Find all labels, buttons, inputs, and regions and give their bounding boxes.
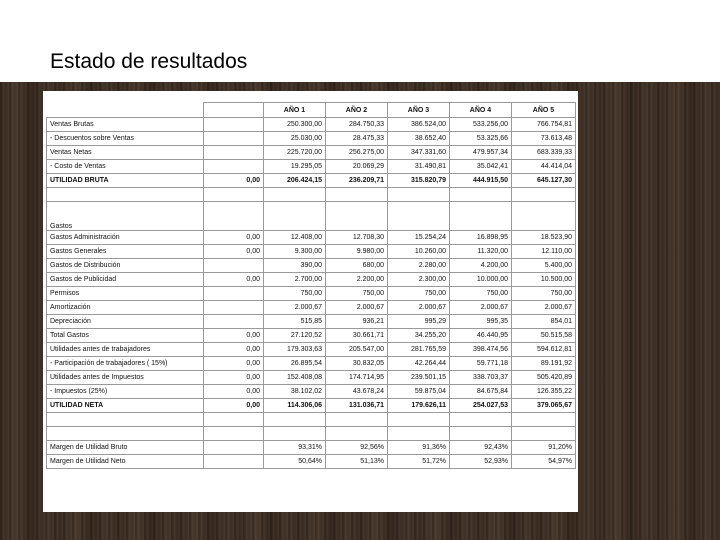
value-cell: 44.414,04 — [512, 160, 576, 174]
value-cell: 50.515,58 — [512, 329, 576, 343]
table-row — [47, 202, 576, 231]
value-cell: 51,13% — [326, 455, 388, 469]
value-cell: 515,85 — [264, 315, 326, 329]
value-cell: 26.895,54 — [264, 357, 326, 371]
value-cell: 0,00 — [204, 273, 264, 287]
value-cell — [204, 441, 264, 455]
value-cell: 315.820,79 — [388, 174, 450, 188]
row-label-cell: Ventas Brutas — [47, 118, 204, 132]
value-cell: 281.765,59 — [388, 343, 450, 357]
empty-cell — [512, 427, 576, 441]
row-label-cell: Margen de Utilidad Neto — [47, 455, 204, 469]
value-cell: 46.440,95 — [450, 329, 512, 343]
value-cell: 89.191,92 — [512, 357, 576, 371]
value-cell — [204, 146, 264, 160]
value-cell: 995,35 — [450, 315, 512, 329]
value-cell: 12.708,30 — [326, 231, 388, 245]
slide-title: Estado de resultados — [50, 50, 248, 73]
value-cell: 645.127,30 — [512, 174, 576, 188]
value-cell: 284.750,33 — [326, 118, 388, 132]
value-cell: 12.408,00 — [264, 231, 326, 245]
value-cell: 256.275,00 — [326, 146, 388, 160]
empty-cell — [388, 413, 450, 427]
value-cell: 2.700,00 — [264, 273, 326, 287]
table-row — [47, 287, 576, 301]
value-cell: 0,00 — [204, 245, 264, 259]
value-cell: 174.714,95 — [326, 371, 388, 385]
empty-cell — [388, 188, 450, 202]
value-cell: 750,00 — [264, 287, 326, 301]
value-cell: 92,43% — [450, 441, 512, 455]
value-cell: 42.264,44 — [388, 357, 450, 371]
value-cell: 10.500,00 — [512, 273, 576, 287]
empty-cell — [47, 188, 204, 202]
header-cell: AÑO 1 — [264, 103, 326, 118]
value-cell: 31.490,81 — [388, 160, 450, 174]
title-band — [0, 0, 720, 82]
value-cell: 15.254,24 — [388, 231, 450, 245]
value-cell: 91,20% — [512, 441, 576, 455]
table-row — [47, 132, 576, 146]
value-cell — [512, 202, 576, 231]
value-cell: 19.295,05 — [264, 160, 326, 174]
value-cell: 0,00 — [204, 399, 264, 413]
value-cell — [450, 202, 512, 231]
value-cell: 2.200,00 — [326, 273, 388, 287]
value-cell: 12.110,00 — [512, 245, 576, 259]
value-cell: 0,00 — [204, 231, 264, 245]
table-row — [47, 399, 576, 413]
value-cell: 5.400,00 — [512, 259, 576, 273]
table-row — [47, 441, 576, 455]
value-cell: 206.424,15 — [264, 174, 326, 188]
empty-cell — [204, 188, 264, 202]
empty-cell — [512, 188, 576, 202]
value-cell: 533.256,00 — [450, 118, 512, 132]
value-cell: 25.030,00 — [264, 132, 326, 146]
row-label-cell: UTILIDAD BRUTA — [47, 174, 204, 188]
value-cell: 2.000,67 — [450, 301, 512, 315]
table-row — [47, 259, 576, 273]
value-cell: 2.000,67 — [388, 301, 450, 315]
empty-cell — [388, 427, 450, 441]
value-cell — [326, 202, 388, 231]
value-cell: 750,00 — [450, 287, 512, 301]
value-cell: 2.280,00 — [388, 259, 450, 273]
header-cell — [204, 103, 264, 118]
table-row — [47, 174, 576, 188]
value-cell: 179.626,11 — [388, 399, 450, 413]
empty-cell — [450, 188, 512, 202]
empty-cell — [326, 413, 388, 427]
value-cell: 379.065,67 — [512, 399, 576, 413]
empty-cell — [264, 427, 326, 441]
value-cell: 995,29 — [388, 315, 450, 329]
row-label-cell: Depreciación — [47, 315, 204, 329]
value-cell: 338.703,37 — [450, 371, 512, 385]
value-cell: 50,64% — [264, 455, 326, 469]
header-cell: AÑO 5 — [512, 103, 576, 118]
value-cell: 16.898,95 — [450, 231, 512, 245]
header-cell — [47, 103, 204, 118]
value-cell — [388, 202, 450, 231]
value-cell: 390,00 — [264, 259, 326, 273]
row-label-cell: Gastos de Distribución — [47, 259, 204, 273]
value-cell: 2.000,67 — [512, 301, 576, 315]
value-cell: 28.475,33 — [326, 132, 388, 146]
row-label-cell: Margen de Utilidad Bruto — [47, 441, 204, 455]
row-label-cell: UTILIDAD NETA — [47, 399, 204, 413]
value-cell — [204, 118, 264, 132]
empty-cell — [264, 413, 326, 427]
value-cell: 479.957,34 — [450, 146, 512, 160]
header-cell: AÑO 3 — [388, 103, 450, 118]
table-row — [47, 385, 576, 399]
table-row — [47, 371, 576, 385]
empty-cell — [264, 188, 326, 202]
value-cell — [204, 301, 264, 315]
blank-row — [47, 188, 576, 202]
value-cell: 398.474,56 — [450, 343, 512, 357]
value-cell: 59.771,18 — [450, 357, 512, 371]
value-cell: 750,00 — [388, 287, 450, 301]
value-cell — [204, 315, 264, 329]
table-header-row — [47, 103, 576, 118]
table-row — [47, 118, 576, 132]
value-cell: 505.420,89 — [512, 371, 576, 385]
header-cell: AÑO 4 — [450, 103, 512, 118]
value-cell: 680,00 — [326, 259, 388, 273]
table-row — [47, 455, 576, 469]
value-cell — [204, 202, 264, 231]
income-statement-table — [46, 102, 576, 469]
row-label-cell: - Impuestos (25%) — [47, 385, 204, 399]
value-cell: 239.501,15 — [388, 371, 450, 385]
value-cell: 20.069,29 — [326, 160, 388, 174]
value-cell: 54,97% — [512, 455, 576, 469]
row-label-cell: - Descuentos sobre Ventas — [47, 132, 204, 146]
value-cell: 750,00 — [326, 287, 388, 301]
table-row — [47, 273, 576, 287]
value-cell: 347.331,60 — [388, 146, 450, 160]
value-cell: 53.325,66 — [450, 132, 512, 146]
row-label-cell: - Costo de Ventas — [47, 160, 204, 174]
value-cell: 51,72% — [388, 455, 450, 469]
value-cell: 27.120,52 — [264, 329, 326, 343]
value-cell: 152.408,08 — [264, 371, 326, 385]
value-cell: 38.652,40 — [388, 132, 450, 146]
value-cell: 126.355,22 — [512, 385, 576, 399]
row-label-cell: Utilidades antes de trabajadores — [47, 343, 204, 357]
value-cell: 34.255,20 — [388, 329, 450, 343]
value-cell: 0,00 — [204, 329, 264, 343]
row-label-cell: Utilidades antes de Impuestos — [47, 371, 204, 385]
table-row — [47, 343, 576, 357]
row-label-cell: Ventas Netas — [47, 146, 204, 160]
value-cell: 93,31% — [264, 441, 326, 455]
value-cell: 4.200,00 — [450, 259, 512, 273]
value-cell: 59.875,04 — [388, 385, 450, 399]
empty-cell — [204, 413, 264, 427]
value-cell: 35.042,41 — [450, 160, 512, 174]
value-cell — [204, 287, 264, 301]
value-cell: 52,93% — [450, 455, 512, 469]
value-cell: 2.000,67 — [264, 301, 326, 315]
table-row — [47, 301, 576, 315]
row-label-cell: - Participación de trabajadores ( 15%) — [47, 357, 204, 371]
blank-row — [47, 413, 576, 427]
table-row — [47, 160, 576, 174]
table-row — [47, 329, 576, 343]
value-cell: 30.661,71 — [326, 329, 388, 343]
value-cell: 9.980,00 — [326, 245, 388, 259]
value-cell: 0,00 — [204, 343, 264, 357]
value-cell — [264, 202, 326, 231]
value-cell: 386.524,00 — [388, 118, 450, 132]
empty-cell — [47, 413, 204, 427]
value-cell: 11.320,00 — [450, 245, 512, 259]
value-cell: 9.300,00 — [264, 245, 326, 259]
row-label-cell: Permisos — [47, 287, 204, 301]
row-label-cell: Gastos Administración — [47, 231, 204, 245]
value-cell: 30.832,05 — [326, 357, 388, 371]
blank-row — [47, 427, 576, 441]
value-cell: 38.102,02 — [264, 385, 326, 399]
empty-cell — [47, 427, 204, 441]
value-cell: 236.209,71 — [326, 174, 388, 188]
header-cell: AÑO 2 — [326, 103, 388, 118]
value-cell: 683.339,33 — [512, 146, 576, 160]
value-cell: 936,21 — [326, 315, 388, 329]
value-cell: 444.915,50 — [450, 174, 512, 188]
table-row — [47, 231, 576, 245]
value-cell: 84.675,84 — [450, 385, 512, 399]
value-cell: 179.303,63 — [264, 343, 326, 357]
value-cell: 2.300,00 — [388, 273, 450, 287]
value-cell: 750,00 — [512, 287, 576, 301]
value-cell: 10.000,00 — [450, 273, 512, 287]
value-cell: 18.523,90 — [512, 231, 576, 245]
value-cell: 205.547,00 — [326, 343, 388, 357]
value-cell: 10.260,00 — [388, 245, 450, 259]
value-cell: 2.000,67 — [326, 301, 388, 315]
value-cell: 0,00 — [204, 385, 264, 399]
value-cell: 92,56% — [326, 441, 388, 455]
row-label-cell: Amortización — [47, 301, 204, 315]
value-cell: 254.027,53 — [450, 399, 512, 413]
row-label-cell: Gastos de Publicidad — [47, 273, 204, 287]
value-cell: 854,01 — [512, 315, 576, 329]
row-label-cell: Gastos — [47, 202, 204, 231]
value-cell: 225.720,00 — [264, 146, 326, 160]
empty-cell — [450, 427, 512, 441]
table-row — [47, 245, 576, 259]
value-cell — [204, 455, 264, 469]
empty-cell — [450, 413, 512, 427]
empty-cell — [326, 427, 388, 441]
empty-cell — [512, 413, 576, 427]
value-cell: 114.306,06 — [264, 399, 326, 413]
table-row — [47, 146, 576, 160]
value-cell: 91,36% — [388, 441, 450, 455]
value-cell: 0,00 — [204, 371, 264, 385]
empty-cell — [326, 188, 388, 202]
value-cell — [204, 132, 264, 146]
row-label-cell: Total Gastos — [47, 329, 204, 343]
value-cell: 43.678,24 — [326, 385, 388, 399]
value-cell: 250.300,00 — [264, 118, 326, 132]
value-cell: 0,00 — [204, 174, 264, 188]
row-label-cell: Gastos Generales — [47, 245, 204, 259]
value-cell — [204, 160, 264, 174]
empty-cell — [204, 427, 264, 441]
value-cell: 766.754,81 — [512, 118, 576, 132]
value-cell — [204, 259, 264, 273]
value-cell: 73.613,48 — [512, 132, 576, 146]
value-cell: 0,00 — [204, 357, 264, 371]
spreadsheet-image — [43, 91, 578, 512]
value-cell: 594.612,81 — [512, 343, 576, 357]
value-cell: 131.036,71 — [326, 399, 388, 413]
table-row — [47, 357, 576, 371]
table-row — [47, 315, 576, 329]
